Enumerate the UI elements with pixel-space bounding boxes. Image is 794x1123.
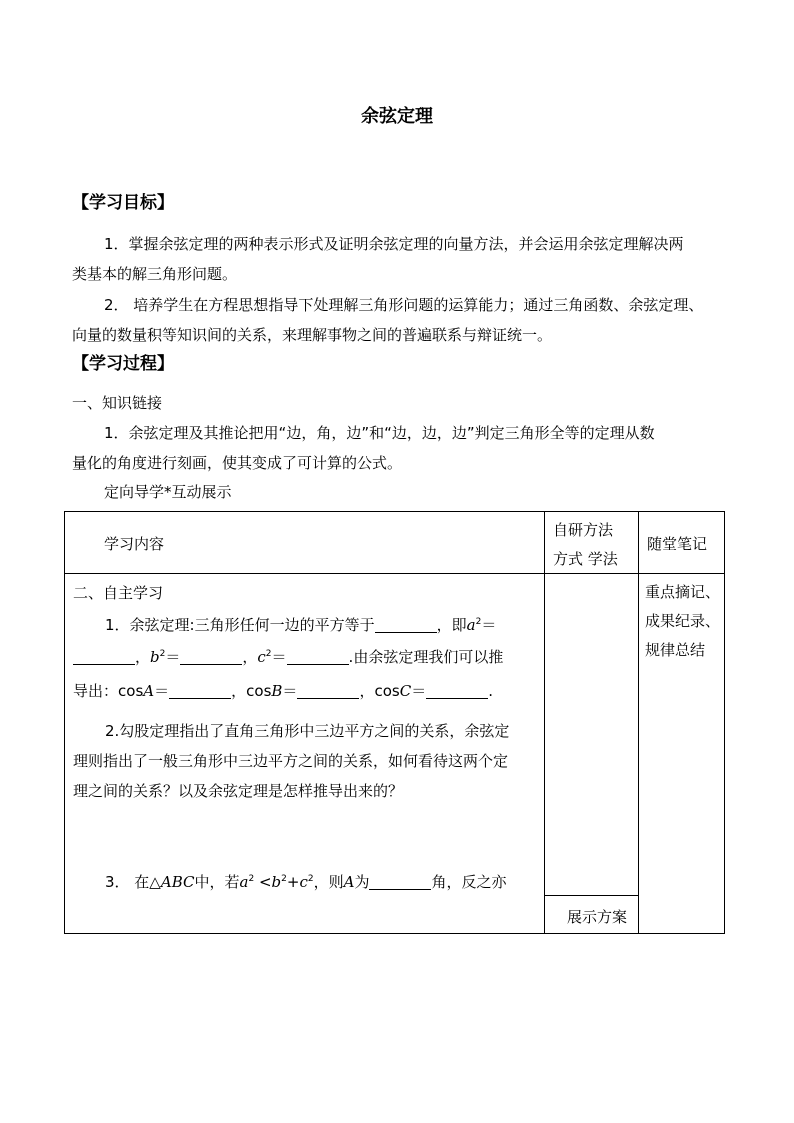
q3-ze: ，则: [313, 873, 344, 891]
header-cell-content: [65, 512, 545, 574]
question-1-line-3: [73, 681, 493, 701]
equals: ＝: [165, 648, 181, 666]
table-body-row: [65, 574, 725, 934]
show-plan-label: 展示方案: [567, 908, 628, 926]
var-b: b: [271, 873, 282, 891]
blank-square-of-side: [375, 616, 437, 633]
q3-wei: 为: [354, 873, 370, 891]
sup-2: 2: [281, 874, 287, 884]
part-1-title: 一、知识链接: [72, 394, 163, 412]
blank-a-squared: [73, 648, 135, 665]
equals: ＝: [271, 648, 287, 666]
comma: ，: [359, 682, 375, 700]
header-cell-method: [545, 512, 639, 574]
q1-derive: 导出：: [73, 682, 119, 700]
blank-c-squared: [287, 648, 349, 665]
notes-line-1: 重点摘记、: [645, 583, 721, 601]
sup-2: 2: [475, 617, 482, 627]
question-2-line-3: 理之间的关系？以及余弦定理是怎样推导出来的？: [73, 782, 404, 800]
header-cell-notes: [639, 512, 725, 574]
q1-mid: ，即: [436, 616, 467, 634]
cos-label: cos: [246, 682, 272, 700]
var-a: a: [466, 616, 476, 634]
section-heading-process: 【学习过程】: [72, 354, 174, 374]
equals: ＝: [154, 682, 170, 700]
link-1-line-1: 1．余弦定理及其推论把用“边，角，边”和“边，边，边”判定三角形全等的定理从数: [104, 424, 655, 442]
goal-2-line-1: 2． 培养学生在方程思想指导下处理解三角形问题的运算能力；通过三角函数、余弦定理、: [104, 296, 704, 314]
var-c: c: [299, 873, 308, 891]
col-header-method-line-2: 方式 学法: [553, 550, 618, 568]
goal-2-line-2: 向量的数量积等知识间的关系，来理解事物之间的普遍联系与辩证统一。: [72, 326, 553, 344]
equals: ＝: [411, 682, 427, 700]
sup-2: 2: [159, 649, 166, 659]
notes-line-3: 规律总结: [645, 641, 706, 659]
col-header-content: 学习内容: [104, 535, 165, 553]
var-a: a: [239, 873, 249, 891]
sup-2: 2: [307, 874, 314, 884]
sup-2: 2: [265, 649, 272, 659]
q1-tail: .由余弦定理我们可以推: [348, 648, 504, 666]
q3-ruo: 中，若: [194, 873, 240, 891]
blank-cos-a: [169, 682, 231, 699]
equals: ＝: [481, 616, 497, 634]
question-2-line-1: 2.勾股定理指出了直角三角形中三边平方之间的关系，余弦定: [105, 722, 510, 740]
var-A: A: [143, 682, 155, 700]
sup-2: 2: [248, 874, 255, 884]
less-than: <: [254, 873, 272, 891]
table-header-row: [65, 512, 725, 574]
notes-cell: [639, 574, 725, 934]
plus: +: [286, 873, 300, 891]
var-B: B: [271, 682, 283, 700]
q3-tail: 角，反之亦: [431, 873, 507, 891]
period: .: [488, 682, 493, 700]
col-header-method-line-1: 自研方法: [553, 521, 614, 539]
var-c: c: [257, 648, 266, 666]
section-heading-goals: 【学习目标】: [72, 193, 174, 213]
goal-1-line-2: 类基本的解三角形问题。: [72, 265, 238, 283]
comma: ，: [231, 682, 247, 700]
question-1-line-1: [105, 615, 496, 635]
link-1-line-2: 量化的角度进行刻画，使其变成了可计算的公式。: [72, 454, 403, 472]
question-2-line-2: 理则指出了一般三角形中三边平方之间的关系，如何看待这两个定: [73, 752, 509, 770]
method-divider: [545, 895, 638, 896]
study-table: [64, 511, 725, 934]
triangle-abc: ABC: [160, 873, 195, 891]
content-cell: [65, 574, 545, 934]
comma: ，: [242, 648, 258, 666]
method-cell: [545, 574, 639, 934]
blank-cos-c: [426, 682, 488, 699]
blank-cos-b: [297, 682, 359, 699]
question-3-line-1: [105, 872, 506, 892]
q3-num: 3． 在△: [105, 873, 161, 891]
var-b: b: [150, 648, 160, 666]
equals: ＝: [282, 682, 298, 700]
col-header-notes: 随堂笔记: [647, 535, 708, 553]
q1-prefix: 1．余弦定理:三角形任何一边的平方等于: [105, 616, 375, 634]
var-C: C: [399, 682, 412, 700]
comma: ，: [135, 648, 151, 666]
blank-angle-type: [369, 873, 431, 890]
cos-label: cos: [118, 682, 144, 700]
goal-1-line-1: 1．掌握余弦定理的两种表示形式及证明余弦定理的向量方法，并会运用余弦定理解决两: [104, 235, 684, 253]
var-A: A: [343, 873, 355, 891]
blank-b-squared: [180, 648, 242, 665]
notes-line-2: 成果纪录、: [645, 612, 721, 630]
part-2-title: 二、自主学习: [73, 584, 164, 602]
page-title: 余弦定理: [361, 106, 433, 127]
question-1-line-2: [73, 647, 503, 667]
cos-label: cos: [374, 682, 400, 700]
guide-label: 定向导学*互动展示: [104, 483, 232, 501]
